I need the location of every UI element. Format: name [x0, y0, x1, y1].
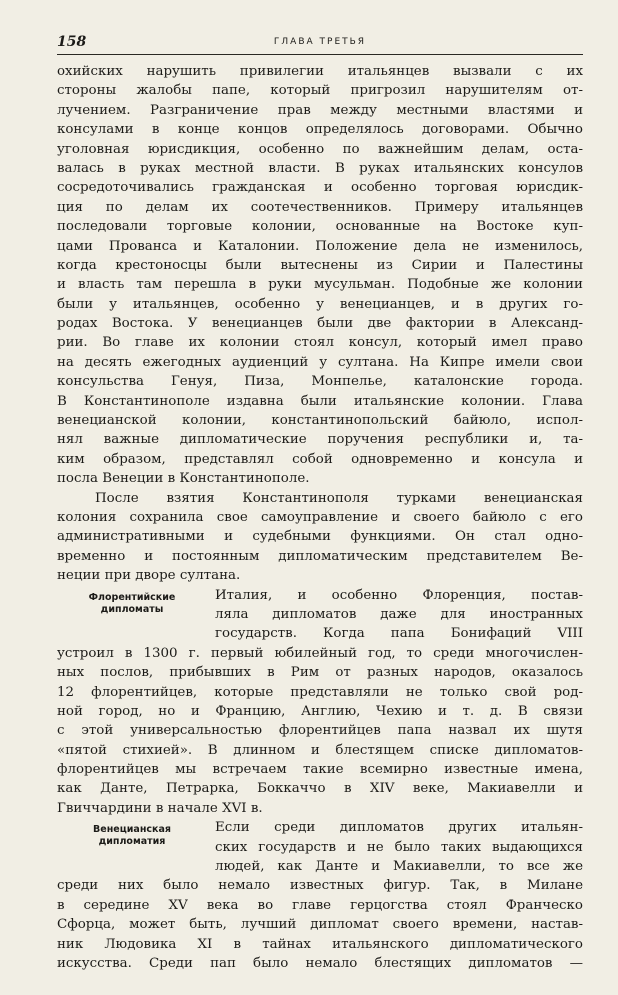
- page-header: [57, 34, 583, 55]
- text-line: сосредоточивались гражданская и особенно торговая юрисдик-: [57, 180, 583, 196]
- text-line: Если среди дипломатов других итальян-: [215, 820, 583, 836]
- text-line: уголовная юрисдикция, особенно по важнейшим делам, оста-: [57, 141, 583, 157]
- text-line: ким образом, представлял собой одновременно и консула и: [57, 451, 583, 467]
- text-line: ной город, но и Францию, Англию, Чехию и т. д. В связи: [57, 703, 583, 719]
- margin-heading-florentine: [57, 592, 207, 616]
- text-line: когда крестоносцы были вытеснены из Сирии и Палестины: [57, 257, 583, 273]
- text-line: Гвиччардини в начале XVI в.: [57, 800, 263, 816]
- text-line: цами Прованса и Каталонии. Положение дела не изменилось,: [57, 238, 583, 254]
- text-line: как Данте, Петрарка, Боккаччо в XIV веке, Макиавелли и: [57, 781, 583, 797]
- text-line: неции при дворе султана.: [57, 568, 241, 584]
- text-line: среди них было немало известных фигур. Так, в Милане: [57, 878, 583, 894]
- paragraph-constantinople: [57, 489, 583, 586]
- text-line: родах Востока. У венецианцев были две фактории в Александ-: [57, 316, 583, 332]
- text-line: ник Людовика XI в тайнах итальянского дипломатического: [57, 936, 583, 952]
- text-line: После взятия Константинополя турками венецианская: [95, 490, 583, 506]
- text-line: и власть там перешла в руки мусульман. Подобные же колонии: [57, 277, 583, 293]
- text-line: временно и постоянным дипломатическим представителем Ве-: [57, 548, 583, 564]
- text-line: «пятой стихией». В длинном и блестящем списке дипломатов-: [57, 742, 583, 758]
- text-line: искусства. Среди пап было немало блестящих дипломатов —: [57, 955, 583, 971]
- running-head: ГЛАВА ТРЕТЬЯ: [273, 37, 367, 47]
- text-line: венецианской колонии, константинопольский байюло, испол-: [57, 413, 583, 429]
- text-line: государств. Когда папа Бонифаций VIII: [215, 626, 583, 642]
- text-line: в середине XV века во главе герцогства стоял Франческо: [57, 897, 583, 913]
- text-line: с этой универсальностью флорентийцев папа назвал их шутя: [57, 723, 583, 739]
- text-line: стороны жалобы папе, который пригрозил нарушителям от-: [57, 83, 583, 99]
- text-line: Италия, и особенно Флоренция, постав-: [215, 587, 583, 603]
- text-line: людей, как Данте и Макиавелли, то все же: [215, 859, 583, 875]
- text-line: флорентийцев мы встречаем такие всемирно известные имена,: [57, 762, 583, 778]
- text-line: В Константинополе издавна были итальянские колонии. Глава: [57, 393, 583, 409]
- text-line: на десять ежегодных аудиенций у султана. На Кипре имели свои: [57, 354, 583, 370]
- text-line: посла Венеции в Константинополе.: [57, 471, 310, 487]
- text-line: охийских нарушить привилегии итальянцев вызвали с их: [57, 64, 583, 79]
- section-florentine-diplomats: [57, 586, 583, 819]
- text-line: 12 флорентийцев, которые представляли не только свой род-: [57, 684, 583, 700]
- page-number: 158: [57, 34, 87, 50]
- margin-heading-venetian: [57, 824, 207, 848]
- text-line: консулами в конце концов определялось договорами. Обычно: [57, 122, 583, 138]
- text-line: были у итальянцев, особенно у венецианцев, и в других го-: [57, 296, 583, 312]
- margin-heading-line: Венецианская: [93, 824, 171, 836]
- body-text: [57, 62, 583, 973]
- margin-heading-line: дипломаты: [100, 603, 164, 615]
- text-line: ных послов, прибывших в Рим от разных народов, оказалось: [57, 665, 583, 681]
- text-line: устроил в 1300 г. первый юбилейный год, то среди многочислен-: [57, 645, 583, 661]
- text-line: колония сохранила свое самоуправление и своего байюло с его: [57, 509, 583, 525]
- text-line: валась в руках местной власти. В руках итальянских консулов: [57, 160, 583, 176]
- text-line: нял важные дипломатические поручения республики и, та-: [57, 432, 583, 448]
- text-line: рии. Во главе их колонии стоял консул, который имел право: [57, 335, 583, 351]
- text-line: Сфорца, может быть, лучший дипломат своего времени, настав-: [57, 917, 583, 933]
- text-line: консульства Генуя, Пиза, Монпелье, каталонские города.: [57, 374, 583, 390]
- text-line: ских государств и не было таких выдающихся: [215, 839, 583, 855]
- text-line: ция по делам их соотечественников. Примеру итальянцев: [57, 199, 583, 215]
- margin-heading-line: дипломатия: [98, 836, 166, 848]
- text-line: ляла дипломатов даже для иностранных: [215, 606, 583, 622]
- text-line: последовали торговые колонии, основанные на Востоке куп-: [57, 219, 583, 235]
- paragraph-bayulo: [57, 62, 583, 489]
- section-venetian-diplomacy: [57, 818, 583, 973]
- margin-heading-line: Флорентийские: [88, 591, 176, 603]
- text-line: лучением. Разграничение прав между местными властями и: [57, 102, 583, 118]
- text-line: административными и судебными функциями. Он стал одно-: [57, 529, 583, 545]
